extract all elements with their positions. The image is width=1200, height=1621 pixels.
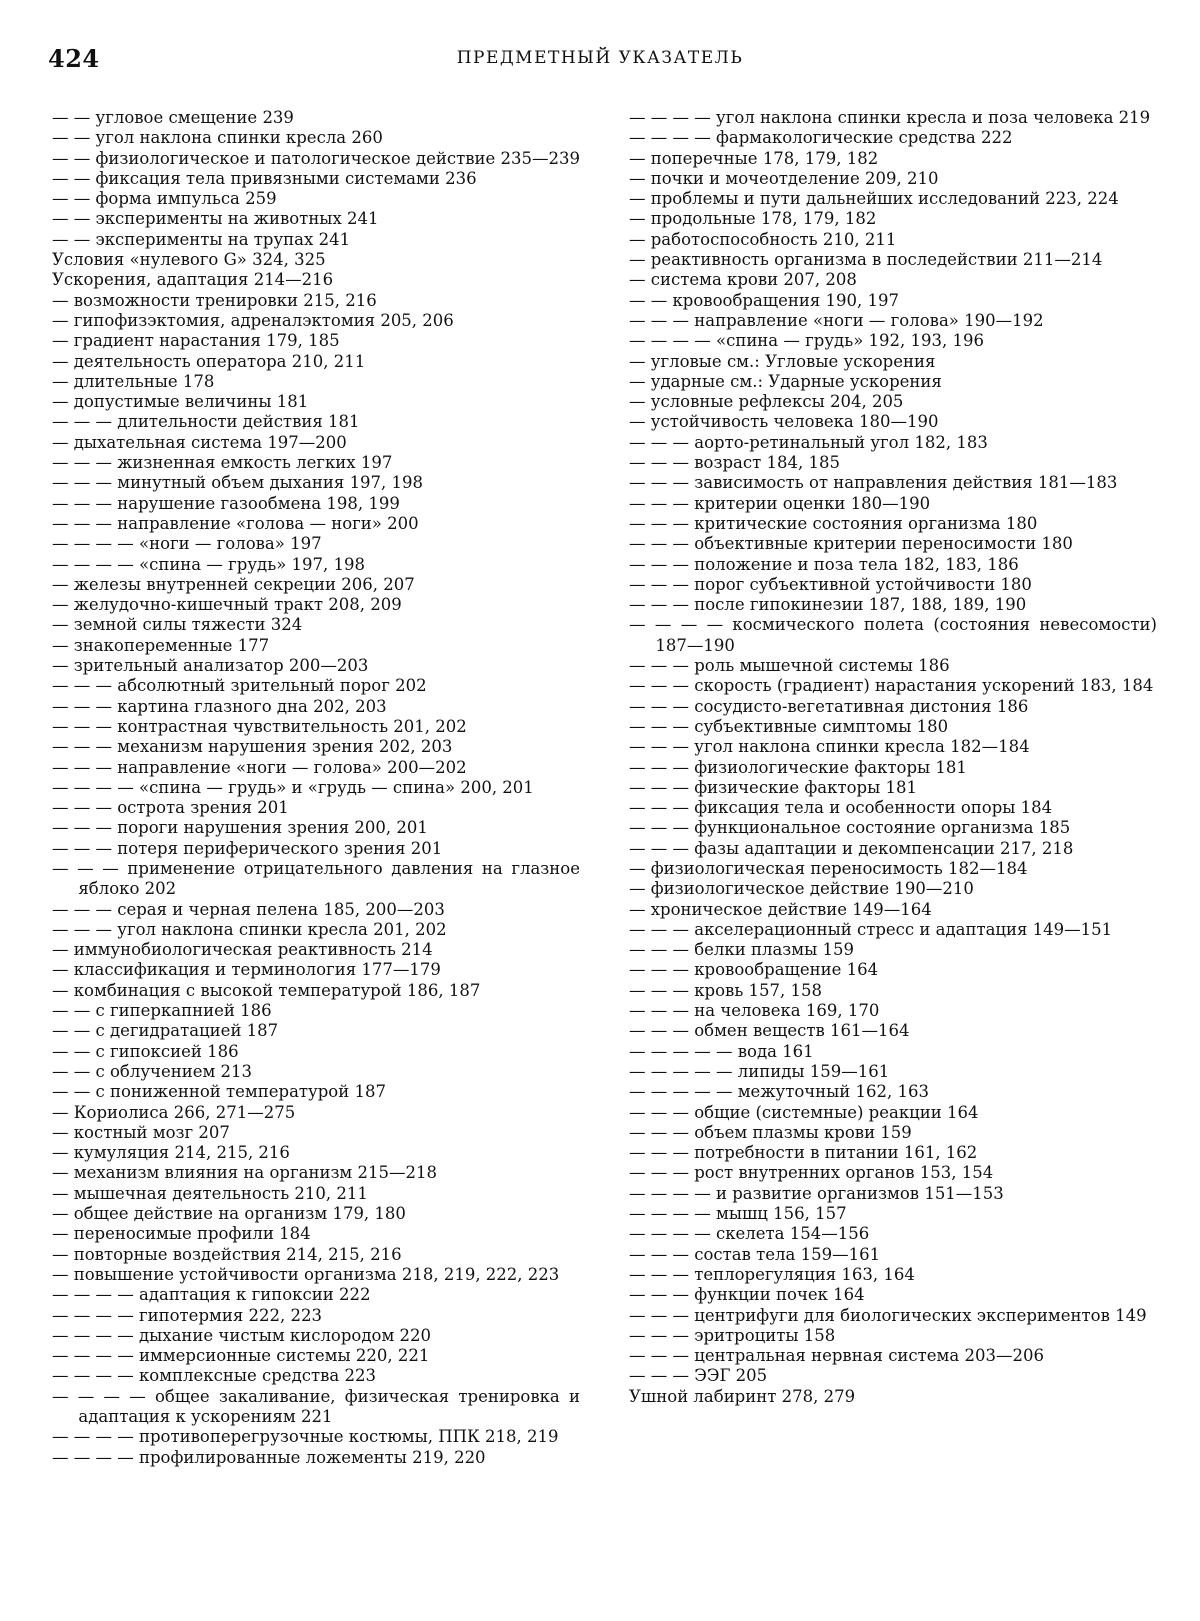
index-entry: — — — белки плазмы 159 (629, 940, 854, 960)
index-entry: — костный мозг 207 (52, 1122, 230, 1142)
index-entry: — повышение устойчивости организма 218, 219, 222, 223 (52, 1264, 560, 1284)
index-entry: — знакопеременные 177 (52, 635, 270, 655)
index-entry: — — — после гипокинезии 187, 188, 189, 190 (629, 595, 1027, 615)
index-entry: — — — — комплексные средства 223 (52, 1366, 376, 1386)
index-entry: — работоспособность 210, 211 (629, 229, 897, 249)
index-entry: — иммунобиологическая реактивность 214 (52, 940, 433, 960)
index-entry: — — — функциональное состояние организма 185 (629, 818, 1071, 838)
index-entry: — — — состав тела 159—161 (629, 1244, 881, 1264)
index-entry: — — — абсолютный зрительный порог 202 (52, 676, 427, 696)
index-entry: — — — аорто-ретинальный угол 182, 183 (629, 432, 988, 452)
index-entry: — физиологическая переносимость 182—184 (629, 858, 1028, 878)
index-entry: — — — направление «ноги — голова» 200—202 (52, 757, 467, 777)
index-entry: — земной силы тяжести 324 (52, 615, 303, 635)
index-entry: — — — угол наклона спинки кресла 201, 202 (52, 919, 447, 939)
index-entry: — железы внутренней секреции 206, 207 (52, 574, 415, 594)
index-entry: — — — рост внутренних органов 153, 154 (629, 1163, 994, 1183)
index-entry: — — — объем плазмы крови 159 (629, 1122, 912, 1142)
index-entry: — — — — угол наклона спинки кресла и поза человека 219 (629, 108, 1151, 127)
index-entry: — условные рефлексы 204, 205 (629, 392, 904, 412)
index-entry: — проблемы и пути дальнейших исследований 223, 224 (629, 189, 1119, 209)
index-entry: — — угол наклона спинки кресла 260 (52, 128, 383, 148)
index-entry: — — — акселерационный стресс и адаптация 149—151 (629, 919, 1113, 939)
index-entry: — — — физиологические факторы 181 (629, 757, 967, 777)
index-entry: — — — функции почек 164 (629, 1285, 865, 1305)
index-entry: — — — субъективные симптомы 180 (629, 716, 949, 736)
index-entry: — устойчивость человека 180—190 (629, 412, 939, 432)
index-entry: — — — центральная нервная система 203—206 (629, 1346, 1044, 1366)
index-entry: — — — — дыхание чистым кислородом 220 (52, 1325, 432, 1345)
index-entry: — — физиологическое и патологическое действие 235—239 (52, 148, 580, 168)
index-entry: — возможности тренировки 215, 216 (52, 290, 377, 310)
index-entry: — — кровообращения 190, 197 (629, 290, 900, 310)
index-entry: — — — кровообращение 164 (629, 960, 879, 980)
index-entry: — — — угол наклона спинки кресла 182—184 (629, 737, 1030, 757)
index-entry: — механизм влияния на организм 215—218 (52, 1163, 438, 1183)
index-entry: — — — направление «ноги — голова» 190—192 (629, 310, 1044, 330)
index-entry: Условия «нулевого G» 324, 325 (52, 250, 326, 270)
index-entry: — дыхательная система 197—200 (52, 432, 347, 452)
index-entry: — — с пониженной температурой 187 (52, 1082, 386, 1102)
index-entry: — — — — скелета 154—156 (629, 1224, 870, 1244)
index-entry: — — — острота зрения 201 (52, 798, 289, 818)
index-entry: — — — — и развитие организмов 151—153 (629, 1183, 1004, 1203)
index-entry: — — — — общее закаливание, физическая тренировка и адаптация к ускорениям 221 (52, 1386, 580, 1426)
index-entry: — — — — — вода 161 (629, 1041, 814, 1061)
left-column (52, 108, 580, 1468)
index-entry: — система крови 207, 208 (629, 270, 857, 290)
right-column (629, 108, 1157, 1468)
index-entry: — — — физические факторы 181 (629, 777, 917, 797)
index-entry: — — — кровь 157, 158 (629, 980, 823, 1000)
index-entry: — кумуляция 214, 215, 216 (52, 1143, 290, 1163)
index-entry: — — угловое смещение 239 (52, 108, 294, 127)
index-entry: — — — объективные критерии переносимости 180 (629, 534, 1073, 554)
index-entry: — реактивность организма в последействии 211—214 (629, 250, 1103, 270)
index-entry: — — — направление «голова — ноги» 200 (52, 513, 419, 533)
index-entry: — — фиксация тела привязными системами 236 (52, 168, 477, 188)
running-head-title: ПРЕДМЕТНЫЙ УКАЗАТЕЛЬ (456, 48, 744, 68)
index-entry: — — — длительности действия 181 (52, 412, 360, 432)
index-entry: — — — теплорегуляция 163, 164 (629, 1264, 915, 1284)
index-entry: — — с облучением 213 (52, 1061, 253, 1081)
index-entry: — — — обмен веществ 161—164 (629, 1021, 910, 1041)
index-entry: — — — картина глазного дна 202, 203 (52, 696, 387, 716)
index-entry: — — — положение и поза тела 182, 183, 186 (629, 554, 1019, 574)
index-entry: — — — — «спина — грудь» 192, 193, 196 (629, 331, 984, 351)
index-entry: — — — серая и черная пелена 185, 200—203 (52, 899, 445, 919)
index-entry: — — — эритроциты 158 (629, 1325, 836, 1345)
index-entry: — — — сосудисто-вегетативная дистония 186 (629, 696, 1029, 716)
index-entry: — — — — адаптация к гипоксии 222 (52, 1285, 371, 1305)
page-number: 424 (48, 44, 100, 73)
index-entry: — — — зависимость от направления действия 181—183 (629, 473, 1118, 493)
index-entry: — продольные 178, 179, 182 (629, 209, 877, 229)
index-entry: — — — нарушение газообмена 198, 199 (52, 493, 400, 513)
index-entry: — Кориолиса 266, 271—275 (52, 1102, 296, 1122)
index-columns (52, 108, 1157, 1468)
index-entry: — — с гипоксией 186 (52, 1041, 239, 1061)
index-entry: — — — — — липиды 159—161 (629, 1061, 890, 1081)
index-entry: — — — возраст 184, 185 (629, 453, 840, 473)
index-entry: — — — общие (системные) реакции 164 (629, 1102, 979, 1122)
index-entry: — — — контрастная чувствительность 201, 202 (52, 716, 467, 736)
index-entry: — — — на человека 169, 170 (629, 1001, 880, 1021)
index-entry: — — — — «спина — грудь» 197, 198 (52, 554, 366, 574)
index-entry: — деятельность оператора 210, 211 (52, 351, 366, 371)
index-entry: — — — — иммерсионные системы 220, 221 (52, 1346, 430, 1366)
index-entry: — — — ЭЭГ 205 (629, 1366, 768, 1386)
index-entry: — — — порог субъективной устойчивости 180 (629, 574, 1032, 594)
index-entry: — угловые см.: Угловые ускорения (629, 351, 936, 371)
index-entry: — — — — «ноги — голова» 197 (52, 534, 322, 554)
index-entry: — почки и мочеотделение 209, 210 (629, 168, 939, 188)
index-entry: — — — скорость (градиент) нарастания ускорений 183, 184 (629, 676, 1154, 696)
index-entry: — — с гиперкапнией 186 (52, 1001, 272, 1021)
index-entry: — допустимые величины 181 (52, 392, 309, 412)
index-entry: — — — — гипотермия 222, 223 (52, 1305, 322, 1325)
index-entry: — — — применение отрицательного давления на глазное яблоко 202 (52, 858, 580, 899)
index-entry: — градиент нарастания 179, 185 (52, 331, 340, 351)
index-entry: — — — фиксация тела и особенности опоры 184 (629, 798, 1053, 818)
index-entry: — — — критические состояния организма 180 (629, 513, 1038, 533)
index-entry: — — — — фармакологические средства 222 (629, 128, 1013, 148)
page-header (48, 44, 1152, 78)
index-entry: — ударные см.: Ударные ускорения (629, 371, 942, 391)
index-entry: — — — критерии оценки 180—190 (629, 493, 931, 513)
index-entry: — поперечные 178, 179, 182 (629, 148, 879, 168)
index-entry: — зрительный анализатор 200—203 (52, 656, 369, 676)
index-entry: — — с дегидратацией 187 (52, 1021, 279, 1041)
index-entry: — — эксперименты на животных 241 (52, 209, 379, 229)
index-entry: — комбинация с высокой температурой 186, 187 (52, 980, 481, 1000)
index-entry: — — форма импульса 259 (52, 189, 277, 209)
index-entry: — — — жизненная емкость легких 197 (52, 453, 393, 473)
index-entry: — — — потребности в питании 161, 162 (629, 1143, 978, 1163)
index-entry: — желудочно-кишечный тракт 208, 209 (52, 595, 402, 615)
index-entry: — — — — противоперегрузочные костюмы, ППК 218, 219 (52, 1427, 559, 1447)
index-entry: — — — потеря периферического зрения 201 (52, 838, 443, 858)
index-entry: — общее действие на организм 179, 180 (52, 1204, 406, 1224)
index-entry: — хроническое действие 149—164 (629, 899, 932, 919)
index-entry: — — — — мышц 156, 157 (629, 1204, 847, 1224)
index-entry: — гипофизэктомия, адреналэктомия 205, 206 (52, 310, 454, 330)
index-entry: — мышечная деятельность 210, 211 (52, 1183, 368, 1203)
index-entry: — — — — — межуточный 162, 163 (629, 1082, 930, 1102)
index-entry: — повторные воздействия 214, 215, 216 (52, 1244, 402, 1264)
index-entry: — переносимые профили 184 (52, 1224, 311, 1244)
index-entry: — — — пороги нарушения зрения 200, 201 (52, 818, 428, 838)
index-entry: — — — центрифуги для биологических экспериментов 149 (629, 1305, 1147, 1325)
index-entry: — — эксперименты на трупах 241 (52, 229, 351, 249)
index-entry: — — — механизм нарушения зрения 202, 203 (52, 737, 453, 757)
index-entry: — — — — профилированные ложементы 219, 220 (52, 1447, 486, 1467)
index-entry: — длительные 178 (52, 371, 215, 391)
index-entry: — — — минутный объем дыхания 197, 198 (52, 473, 424, 493)
index-entry: Ушной лабиринт 278, 279 (629, 1386, 856, 1406)
index-entry: — физиологическое действие 190—210 (629, 879, 974, 899)
index-entry: — классификация и терминология 177—179 (52, 960, 441, 980)
index-entry: — — — роль мышечной системы 186 (629, 656, 950, 676)
index-entry: Ускорения, адаптация 214—216 (52, 270, 334, 290)
index-entry: — — — — космического полета (состояния невесомости) 187—190 (629, 615, 1157, 655)
index-entry: — — — фазы адаптации и декомпенсации 217, 218 (629, 838, 1074, 858)
index-entry: — — — — «спина — грудь» и «грудь — спина» 200, 201 (52, 777, 534, 797)
